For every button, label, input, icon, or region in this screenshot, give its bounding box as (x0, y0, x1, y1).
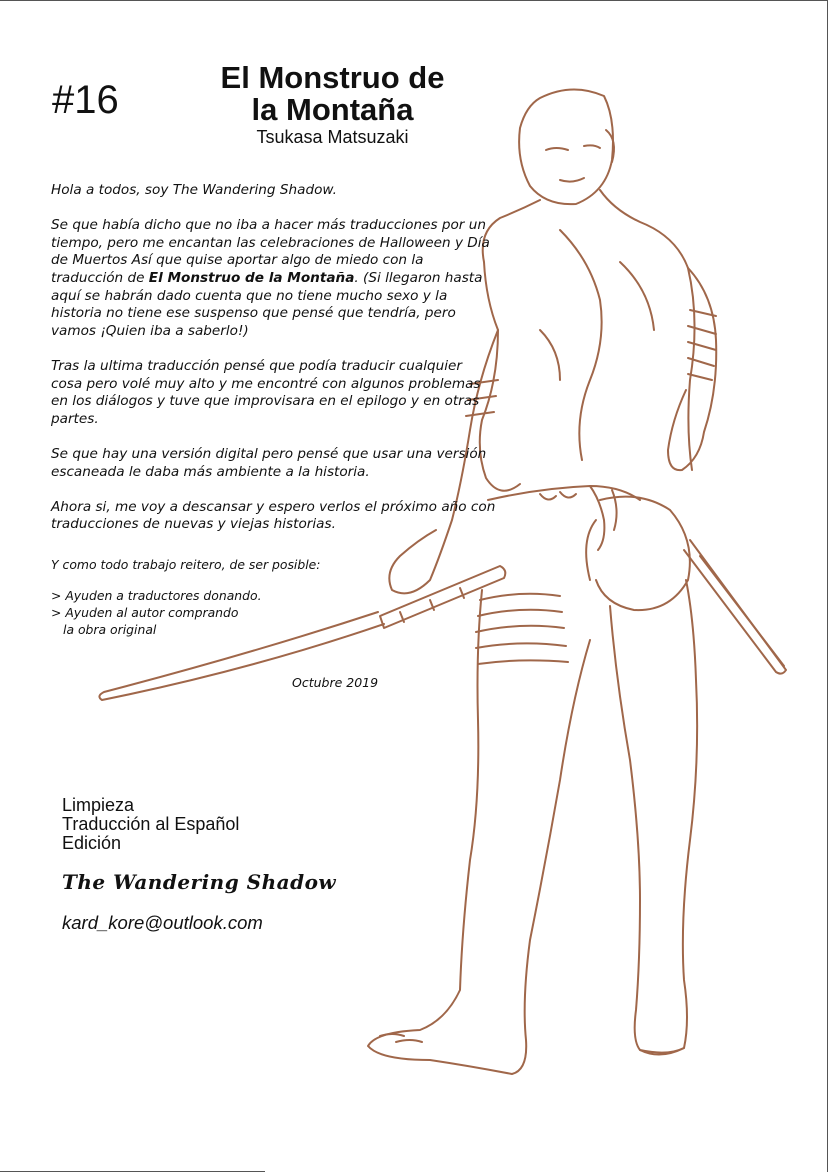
title-block (180, 62, 485, 148)
page-title-line1: El Monstruo de (220, 60, 445, 95)
credit-role-editing: Edición (62, 833, 122, 853)
credit-role-cleaning: Limpieza (62, 795, 135, 815)
chapter-number: #16 (52, 78, 119, 122)
support-list (51, 587, 371, 638)
closing-request (51, 556, 371, 638)
scabbard (684, 540, 786, 674)
support-item-buy-cont: la obra original (63, 622, 157, 637)
figure-left-leg (368, 590, 590, 1074)
note-date: Octubre 2019 (292, 675, 379, 690)
paragraph-5: Ahora si, me voy a descansar y espero verlos el próximo año con traducciones de nuevas y viejas historias. (51, 498, 496, 533)
credit-role-translation: Traducción al Español (62, 814, 240, 834)
translator-signature: The Wandering Shadow (62, 870, 337, 894)
greeting-paragraph: Hola a todos, soy The Wandering Shadow. (51, 182, 337, 198)
figure-right-leg (610, 580, 697, 1053)
contact-email: kard_kore@outlook.com (62, 912, 263, 933)
sword-handle (380, 566, 505, 628)
paragraph-3: Tras la ultima traducción pensé que podía traducir cualquier cosa pero volé muy alto y me encontré con algunos problemas en los diálogos y tuve que improvisara en el epilogo y en otras partes. (51, 357, 481, 427)
paragraph-2-start: Se que había dicho que no iba a hacer más traducciones por un tiempo, pero me encantan las celebraciones de Halloween y Día de Muertos Así que quise aportar algo de miedo con la traducción de (51, 217, 490, 286)
closing-intro: Y como todo trabajo reitero, de ser posible: (51, 557, 321, 572)
support-item-buy: > Ayuden al autor comprando (51, 605, 239, 620)
page-title-line2: la Montaña (251, 92, 414, 127)
author-name: Tsukasa Matsuzaki (256, 127, 409, 147)
work-title: El Monstruo de la Montaña (148, 269, 355, 286)
paragraph-2-end: . (Si llegaron hasta aquí se habrán dado cuenta que no tiene mucho sexo y la historia no tiene ese suspenso que pensé que tendría, pero vamos ¡Quien iba a saberlo!) (51, 269, 483, 339)
support-item-donate: > Ayuden a traductores donando. (51, 588, 262, 603)
paragraph-4: Se que hay una versión digital pero pensé que usar una versión escaneada le daba más ambiente a la historia. (51, 445, 487, 480)
translator-note (51, 182, 496, 551)
credits-roles (62, 796, 239, 853)
paragraph-2 (51, 217, 496, 340)
